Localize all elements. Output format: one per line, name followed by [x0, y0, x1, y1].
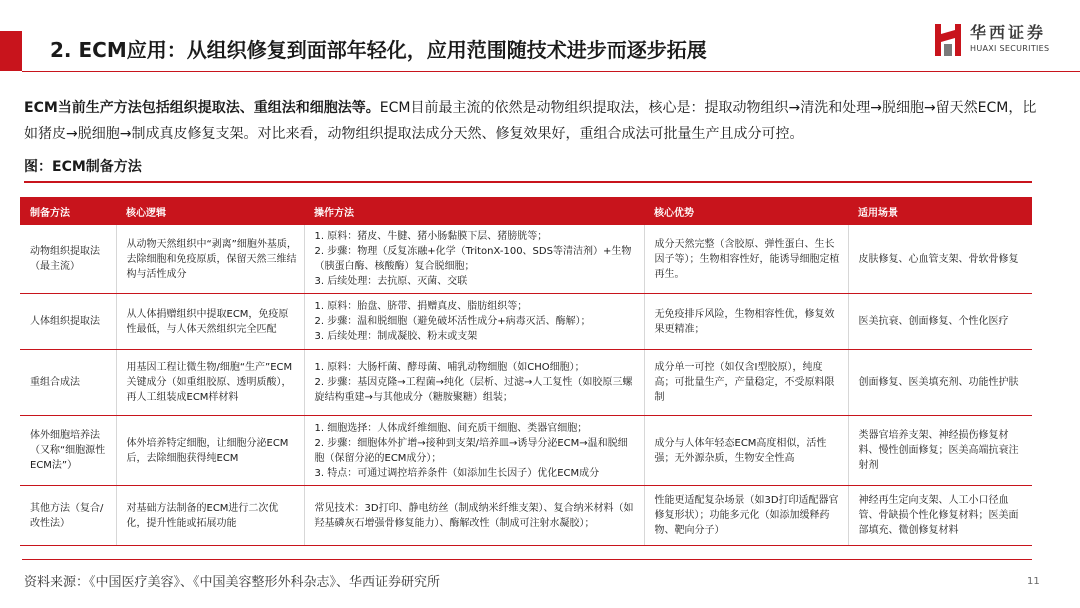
header-bar: [0, 0, 1080, 72]
table: [20, 197, 1032, 546]
intro-body: ECM目前最主流的依然是动物组织提取法，核心是：提取动物组织→清洗和处理→脱细胞→留天然ECM，比如猪皮→脱细胞→制成真皮修复支架。对比来看，动物组织提取法成分天然、修复效果好，重组合成法可批量生产且成分可控。: [24, 100, 1037, 142]
cell-advantage: 成分与人体年轻态ECM高度相似，活性强；无外源杂质，生物安全性高: [644, 416, 848, 486]
step-line: 1. 原料：胎盘、脐带、捐赠真皮、脂肪组织等；: [314, 301, 528, 312]
table-row: [20, 416, 1032, 486]
cell-logic: 从动物天然组织中“剥离”细胞外基质，去除细胞和免疫原质，保留天然三维结构与活性成分: [116, 225, 304, 294]
ecm-methods-table: [20, 197, 1032, 546]
header-advantage: 核心优势: [644, 197, 848, 225]
logo-name-en: HUAXI SECURITIES: [970, 44, 1050, 53]
cell-method: 体外细胞培养法（又称“细胞源性ECM法”）: [20, 416, 116, 486]
step-line: 2. 步骤：基因克隆→工程菌→纯化（层析、过滤→人工复性（如胶原三螺旋结构重建→与其他成分（糖胺聚糖）组装；: [314, 377, 633, 403]
page-title: 2. ECM应用：从组织修复到面部年轻化，应用范围随技术进步而逐步拓展: [50, 38, 707, 62]
page-number: 11: [1027, 576, 1040, 587]
header-accent-bar: [0, 31, 22, 71]
cell-logic: 对基础方法制备的ECM进行二次优化，提升性能或拓展功能: [116, 486, 304, 546]
cell-steps: [304, 416, 644, 486]
logo-mark-icon: [932, 20, 966, 58]
cell-steps: [304, 486, 644, 546]
step-line: 1. 细胞选择：人体成纤维细胞、间充质干细胞、类器官细胞；: [314, 422, 588, 434]
step-line: 3. 后续处理：制成凝胶、粉末或支架: [314, 331, 478, 342]
cell-steps: [304, 350, 644, 416]
company-logo: [932, 18, 1072, 62]
table-row: [20, 486, 1032, 546]
cell-advantage: 无免疫排斥风险，生物相容性优，修复效果更精准；: [644, 294, 848, 350]
step-line: 常见技术：3D打印、静电纺丝（制成纳米纤维支架）、复合纳米材料（如羟基磷灰石增强骨修复能力）、酶解改性（制成可注射水凝胶）；: [314, 502, 634, 529]
cell-method: 重组合成法: [20, 350, 116, 416]
table-row: [20, 294, 1032, 350]
header-method: 制备方法: [20, 197, 116, 225]
table-row: [20, 225, 1032, 294]
cell-advantage: 成分天然完整（含胶原、弹性蛋白、生长因子等）；生物相容性好，能诱导细胞定植再生。: [644, 225, 848, 294]
header-steps: 操作方法: [304, 197, 644, 225]
cell-scenario: 皮肤修复、心血管支架、骨软骨修复: [848, 225, 1032, 294]
cell-steps: [304, 225, 644, 294]
step-line: 2. 步骤：物理（反复冻融+化学（TritonX-100、SDS等清洁剂）+生物（胰蛋白酶、核酸酶）复合脱细胞；: [314, 246, 632, 272]
cell-logic: 体外培养特定细胞，让细胞分泌ECM后，去除细胞获得纯ECM: [116, 416, 304, 486]
cell-advantage: 成分单一可控（如仅含Ⅰ型胶原），纯度高；可批量生产，产量稳定，不受原料限制: [644, 350, 848, 416]
header-divider: [22, 71, 1080, 72]
cell-method: 动物组织提取法（最主流）: [20, 225, 116, 294]
cell-scenario: 医美抗衰、创面修复、个性化医疗: [848, 294, 1032, 350]
cell-advantage: 性能更适配复杂场景（如3D打印适配器官修复形状）；功能多元化（如添加缓释药物、靶向分子）: [644, 486, 848, 546]
step-line: 2. 步骤：细胞体外扩增→接种到支架/培养皿→诱导分泌ECM→温和脱细胞（保留分泌的ECM成分）；: [314, 437, 628, 464]
figure-title-divider: [24, 181, 1032, 183]
figure-title: 图：ECM制备方法: [24, 159, 142, 175]
cell-logic: 从人体捐赠组织中提取ECM，免疫原性最低，与人体天然组织完全匹配: [116, 294, 304, 350]
cell-method: 人体组织提取法: [20, 294, 116, 350]
step-line: 1. 原料：大肠杆菌、酵母菌、哺乳动物细胞（如CHO细胞）；: [314, 362, 585, 373]
cell-logic: 用基因工程让微生物/细胞“生产”ECM关键成分（如重组胶原、透明质酸），再人工组装成ECM样材料: [116, 350, 304, 416]
logo-name-cn: 华西证券: [970, 23, 1047, 42]
cell-scenario: 类器官培养支架、神经损伤修复材料、慢性创面修复；医美高端抗衰注射剂: [848, 416, 1032, 486]
table-header-row: [20, 197, 1032, 225]
cell-steps: [304, 294, 644, 350]
cell-method: 其他方法（复合/改性法）: [20, 486, 116, 546]
step-line: 3. 特点：可通过调控培养条件（如添加生长因子）优化ECM成分: [314, 467, 600, 479]
footer-divider: [22, 559, 1032, 560]
step-line: 1. 原料：猪皮、牛腱、猪小肠黏膜下层、猪膀胱等；: [314, 231, 548, 242]
cell-scenario: 创面修复、医美填充剂、功能性护肤: [848, 350, 1032, 416]
table-row: [20, 350, 1032, 416]
intro-paragraph: [24, 95, 1044, 147]
cell-scenario: 神经再生定向支架、人工小口径血管、骨缺损个性化修复材料；医美面部填充、微创修复材料: [848, 486, 1032, 546]
source-note: 资料来源：《中国医疗美容》、《中国美容整形外科杂志》、华西证券研究所: [24, 575, 441, 590]
step-line: 2. 步骤：温和脱细胞（避免破坏活性成分+病毒灭活、酶解）；: [314, 316, 591, 327]
header-logic: 核心逻辑: [116, 197, 304, 225]
header-scenario: 适用场景: [848, 197, 1032, 225]
step-line: 3. 后续处理：去抗原、灭菌、交联: [314, 276, 468, 287]
intro-lead: ECM当前生产方法包括组织提取法、重组法和细胞法等。: [24, 100, 380, 116]
